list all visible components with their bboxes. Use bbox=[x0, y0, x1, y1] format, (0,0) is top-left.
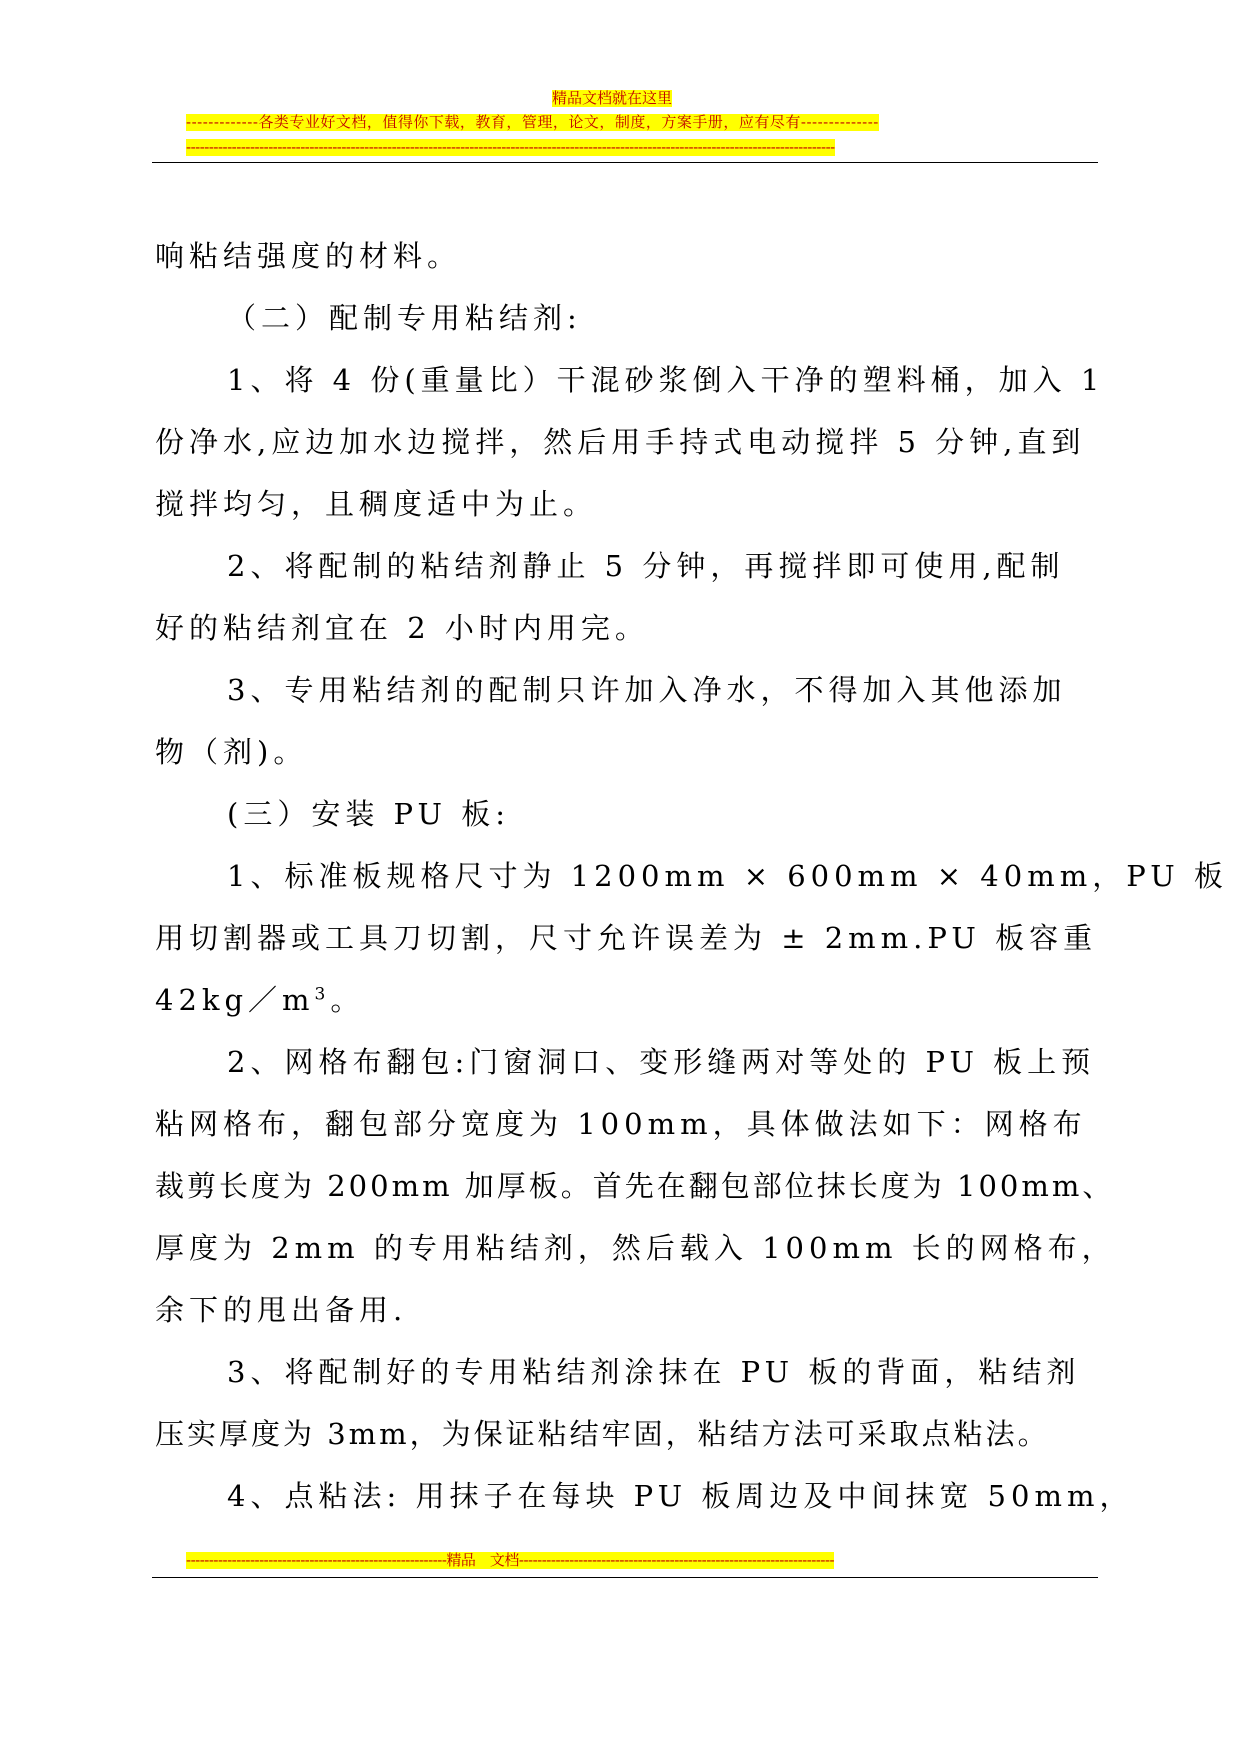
text-line bbox=[155, 969, 1095, 1031]
text-line: 3、专用粘结剂的配制只许加入净水，不得加入其他添加 bbox=[227, 673, 1067, 707]
text-line: 厚度为 2mm 的专用粘结剂，然后载入 100mm 长的网格布， bbox=[155, 1231, 1116, 1265]
text-line: 用切割器或工具刀切割，尺寸允许误差为 ± 2mm.PU 板容重 bbox=[155, 921, 1098, 955]
footer-rule bbox=[152, 1577, 1098, 1578]
superscript: 3 bbox=[314, 984, 331, 1005]
document-body bbox=[155, 225, 1228, 1527]
density-value: 42kg／m bbox=[155, 983, 315, 1017]
header-rule bbox=[152, 162, 1098, 163]
text-line: 搅拌均匀，且稠度适中为止。 bbox=[155, 487, 598, 521]
footer-text: ---------------------------------------------------------精品 文档--------------------------------------------------------------------- bbox=[186, 1551, 835, 1569]
text-line: 4、点粘法: 用抹子在每块 PU 板周边及中间抹宽 50mm， bbox=[227, 1479, 1134, 1513]
header-dashes: ---------------------------------------------------------------------------------------------------------------------------------------------- bbox=[186, 138, 835, 156]
text-line: 压实厚度为 3mm，为保证粘结牢固，粘结方法可采取点粘法。 bbox=[155, 1417, 1050, 1451]
text-line: 物（剂)。 bbox=[155, 735, 308, 769]
header-title: 精品文档就在这里 bbox=[552, 89, 673, 107]
text-line: 1、将 4 份(重量比）干混砂浆倒入干净的塑料桶，加入 1 bbox=[227, 363, 1105, 397]
section-heading: (三）安装 PU 板: bbox=[227, 797, 510, 831]
text-line: 3、将配制好的专用粘结剂涂抹在 PU 板的背面，粘结剂 bbox=[227, 1355, 1081, 1389]
section-heading: （二）配制专用粘结剂: bbox=[227, 301, 582, 335]
text-line: 响粘结强度的材料。 bbox=[155, 239, 462, 273]
text-line: 2、将配制的粘结剂静止 5 分钟，再搅拌即可使用,配制 bbox=[227, 549, 1065, 583]
text-line: 2、网格布翻包:门窗洞口、变形缝两对等处的 PU 板上预 bbox=[227, 1045, 1096, 1079]
text-line: 粘网格布，翻包部分宽度为 100mm，具体做法如下：网格布 bbox=[155, 1107, 1087, 1141]
text-line: 裁剪长度为 200mm 加厚板。首先在翻包部位抹长度为 100mm、 bbox=[155, 1169, 1115, 1203]
text-line: 好的粘结剂宜在 2 小时内用完。 bbox=[155, 611, 649, 645]
text-line: 份净水,应边加水边搅拌，然后用手持式电动搅拌 5 分钟,直到 bbox=[155, 425, 1086, 459]
period: 。 bbox=[330, 983, 365, 1017]
header-tagline: -------------各类专业好文档，值得你下载，教育，管理，论文，制度，方案手册，应有尽有-------------- bbox=[186, 113, 879, 131]
text-line: 1、标准板规格尺寸为 1200mm × 600mm × 40mm，PU 板 bbox=[227, 859, 1228, 893]
text-line: 余下的甩出备用. bbox=[155, 1293, 408, 1327]
